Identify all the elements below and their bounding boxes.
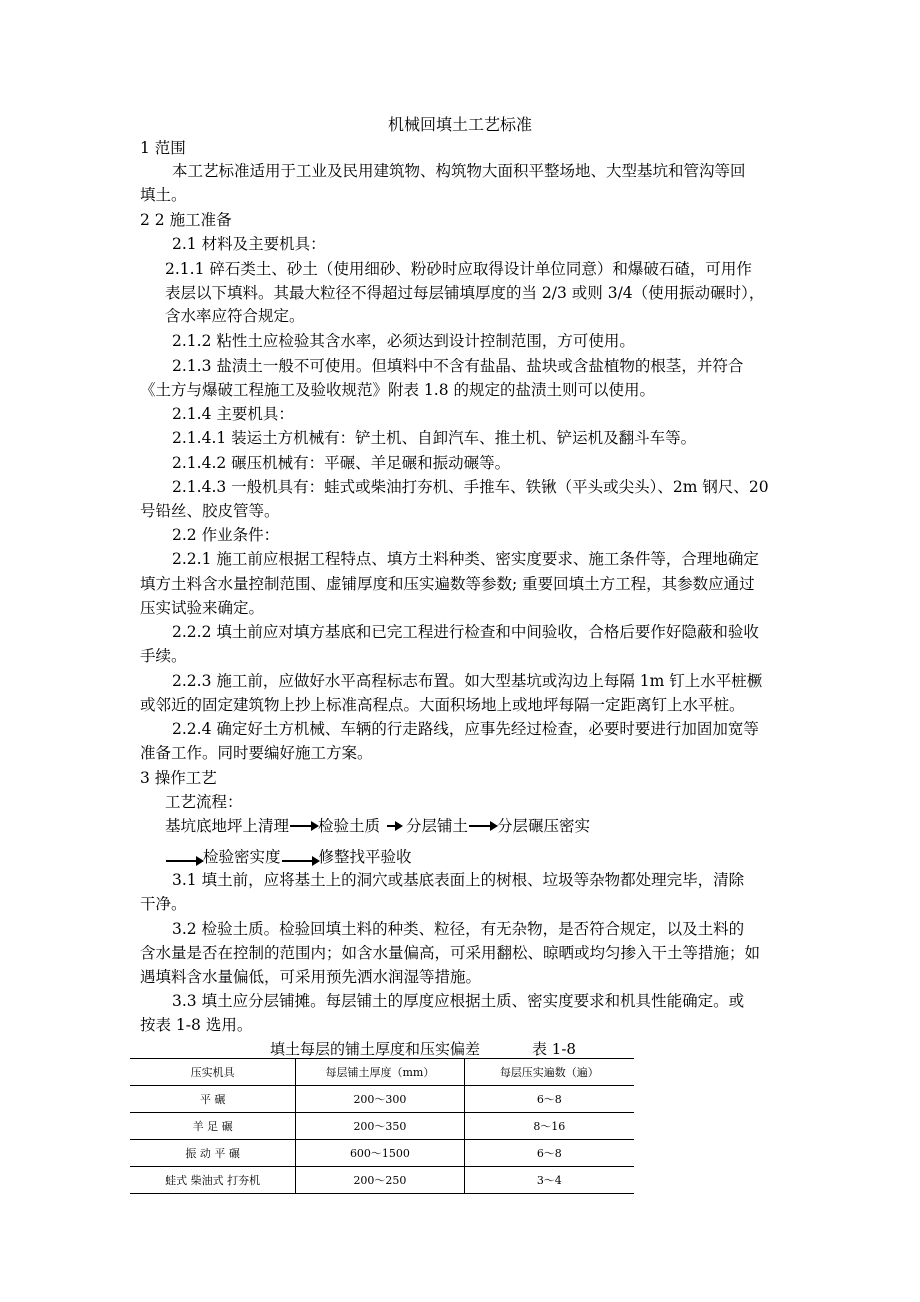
flow-step: 检验土质: [318, 817, 381, 835]
paragraph-line: 3.3 填土应分层铺摊。每层铺土的厚度应根据土质、密实度要求和机具性能确定。或: [172, 992, 745, 1010]
section-heading: 3 操作工艺: [140, 769, 217, 787]
paragraph-line: 遇填料含水量偏低，可采用预先洒水润湿等措施。: [140, 968, 482, 986]
paragraph-line: 2.2.4 确定好土方机械、车辆的行走路线，应事先经过检查，必要时要进行加固加宽等: [172, 720, 759, 738]
paragraph-line: 填土。: [140, 186, 187, 204]
table-cell: 200～350: [296, 1113, 464, 1140]
document-title: 机械回填土工艺标准: [387, 115, 532, 134]
paragraph-line: 2.2.1 施工前应根据工程特点、填方土料种类、密实度要求、施工条件等，合理地确定: [172, 550, 759, 568]
paragraph-line: 手续。: [140, 647, 187, 665]
paragraph-line: 2.2.2 填土前应对填方基底和已完工程进行检查和中间验收，合格后要作好隐蔽和验收: [172, 623, 759, 641]
section-heading: 1 范围: [140, 139, 186, 157]
paragraph-line: 压实试验来确定。: [140, 599, 265, 617]
subsection-heading: 2.1.4 主要机具：: [172, 405, 294, 423]
flow-step: 检验密实度: [203, 848, 281, 866]
paragraph-line: 3.1 填土前，应将基土上的洞穴或基底表面上的树根、垃圾等杂物都处理完毕，清除: [172, 871, 745, 889]
paragraph-line: 含水率应符合规定。: [165, 307, 305, 325]
table-row: [130, 1113, 634, 1140]
paragraph-line: 《土方与爆破工程施工及验收规范》附表 1.8 的规定的盐渍土则可以使用。: [140, 381, 656, 399]
paragraph-line: 干净。: [140, 895, 187, 913]
process-flow-row-1: [165, 815, 590, 837]
table-cell: 6～8: [464, 1140, 634, 1167]
table-caption: [270, 1038, 576, 1059]
paragraph-line: 3.2 检验土质。检验回填土料的种类、粒径，有无杂物，是否符合规定，以及土料的: [172, 920, 745, 938]
flow-step: 基坑底地坪上清理: [165, 817, 290, 835]
paragraph-line: 2.1.2 粘性土应检验其含水率，必须达到设计控制范围，方可使用。: [172, 332, 635, 350]
table-cell: 6～8: [464, 1086, 634, 1113]
paragraph-line: 或邻近的固定建筑物上抄上标准高程点。大面积场地上或地坪每隔一定距离钉上水平桩。: [140, 696, 745, 714]
table-header-cell: 每层压实遍数（遍）: [464, 1059, 634, 1086]
paragraph-line: 2.1.1 碎石类土、砂土（使用细砂、粉砂时应取得设计单位同意）和爆破石碴，可用作: [165, 260, 752, 278]
flow-step: 修整找平验收: [318, 848, 412, 866]
arrow-right-icon: [290, 825, 317, 827]
table-cell: 600～1500: [296, 1140, 464, 1167]
paragraph-line: 2.1.4.3 一般机具有：蛙式或柴油打夯机、手推车、铁锹（平头或尖头）、2m 钢尺、20: [172, 478, 769, 496]
paragraph-line: 2.1.4.1 装运土方机械有：铲土机、自卸汽车、推土机、铲运机及翻斗车等。: [172, 429, 697, 447]
paragraph-line: 准备工作。同时要编好施工方案。: [140, 744, 373, 762]
table-header-row: [130, 1059, 634, 1086]
table-cell: 振 动 平 碾: [130, 1140, 296, 1167]
paragraph-line: 2.2.3 施工前，应做好水平高程标志布置。如大型基坑或沟边上每隔 1m 钉上水平桩橛: [172, 672, 763, 690]
section-heading: 2 2 施工准备: [140, 211, 232, 229]
table-header-cell: 压实机具: [130, 1059, 296, 1086]
table-cell: 8～16: [464, 1113, 634, 1140]
table-row: [130, 1167, 634, 1194]
flow-step: 分层铺土: [406, 817, 469, 835]
arrow-right-icon: [282, 860, 318, 862]
table-cell: 200～300: [296, 1086, 464, 1113]
table-row: [130, 1086, 634, 1113]
paragraph-line: 按表 1-8 选用。: [140, 1016, 253, 1034]
compaction-table: [130, 1058, 634, 1194]
arrow-right-icon: [166, 860, 202, 862]
flow-label: 工艺流程：: [165, 793, 243, 811]
arrow-right-icon: [469, 825, 496, 827]
paragraph-line: 号铅丝、胶皮管等。: [140, 502, 280, 520]
table-caption-title: 填土每层的铺土厚度和压实偏差: [270, 1040, 481, 1058]
flow-step: 分层碾压密实: [497, 817, 591, 835]
table-row: [130, 1140, 634, 1167]
table-header-cell: 每层铺土厚度（mm）: [296, 1059, 464, 1086]
table-cell: 200～250: [296, 1167, 464, 1194]
paragraph-line: 表层以下填料。其最大粒径不得超过每层铺填厚度的当 2/3 或则 3/4（使用振动碾时），: [165, 284, 765, 302]
process-flow-row-2: [165, 846, 412, 868]
paragraph-line: 本工艺标准适用于工业及民用建筑物、构筑物大面积平整场地、大型基坑和管沟等回: [172, 162, 746, 180]
table-cell: 3～4: [464, 1167, 634, 1194]
table-cell: 羊 足 碾: [130, 1113, 296, 1140]
table-number: 表 1-8: [532, 1040, 576, 1058]
subsection-heading: 2.1 材料及主要机具：: [172, 235, 326, 253]
paragraph-line: 2.1.3 盐渍土一般不可使用。但填料中不含有盐晶、盐块或含盐植物的根茎，并符合: [172, 357, 744, 375]
paragraph-line: 2.1.4.2 碾压机械有：平碾、羊足碾和振动碾等。: [172, 454, 511, 472]
subsection-heading: 2.2 作业条件：: [172, 526, 280, 544]
paragraph-line: 含水量是否在控制的范围内；如含水量偏高，可采用翻松、晾晒或均匀掺入干土等措施；如: [140, 944, 761, 962]
table-cell: 平 碾: [130, 1086, 296, 1113]
arrow-right-icon: [387, 825, 401, 827]
table-cell: 蛙式 柴油式 打夯机: [130, 1167, 296, 1194]
paragraph-line: 填方土料含水量控制范围、虚铺厚度和压实遍数等参数; 重要回填土方工程，其参数应通过: [140, 575, 755, 593]
